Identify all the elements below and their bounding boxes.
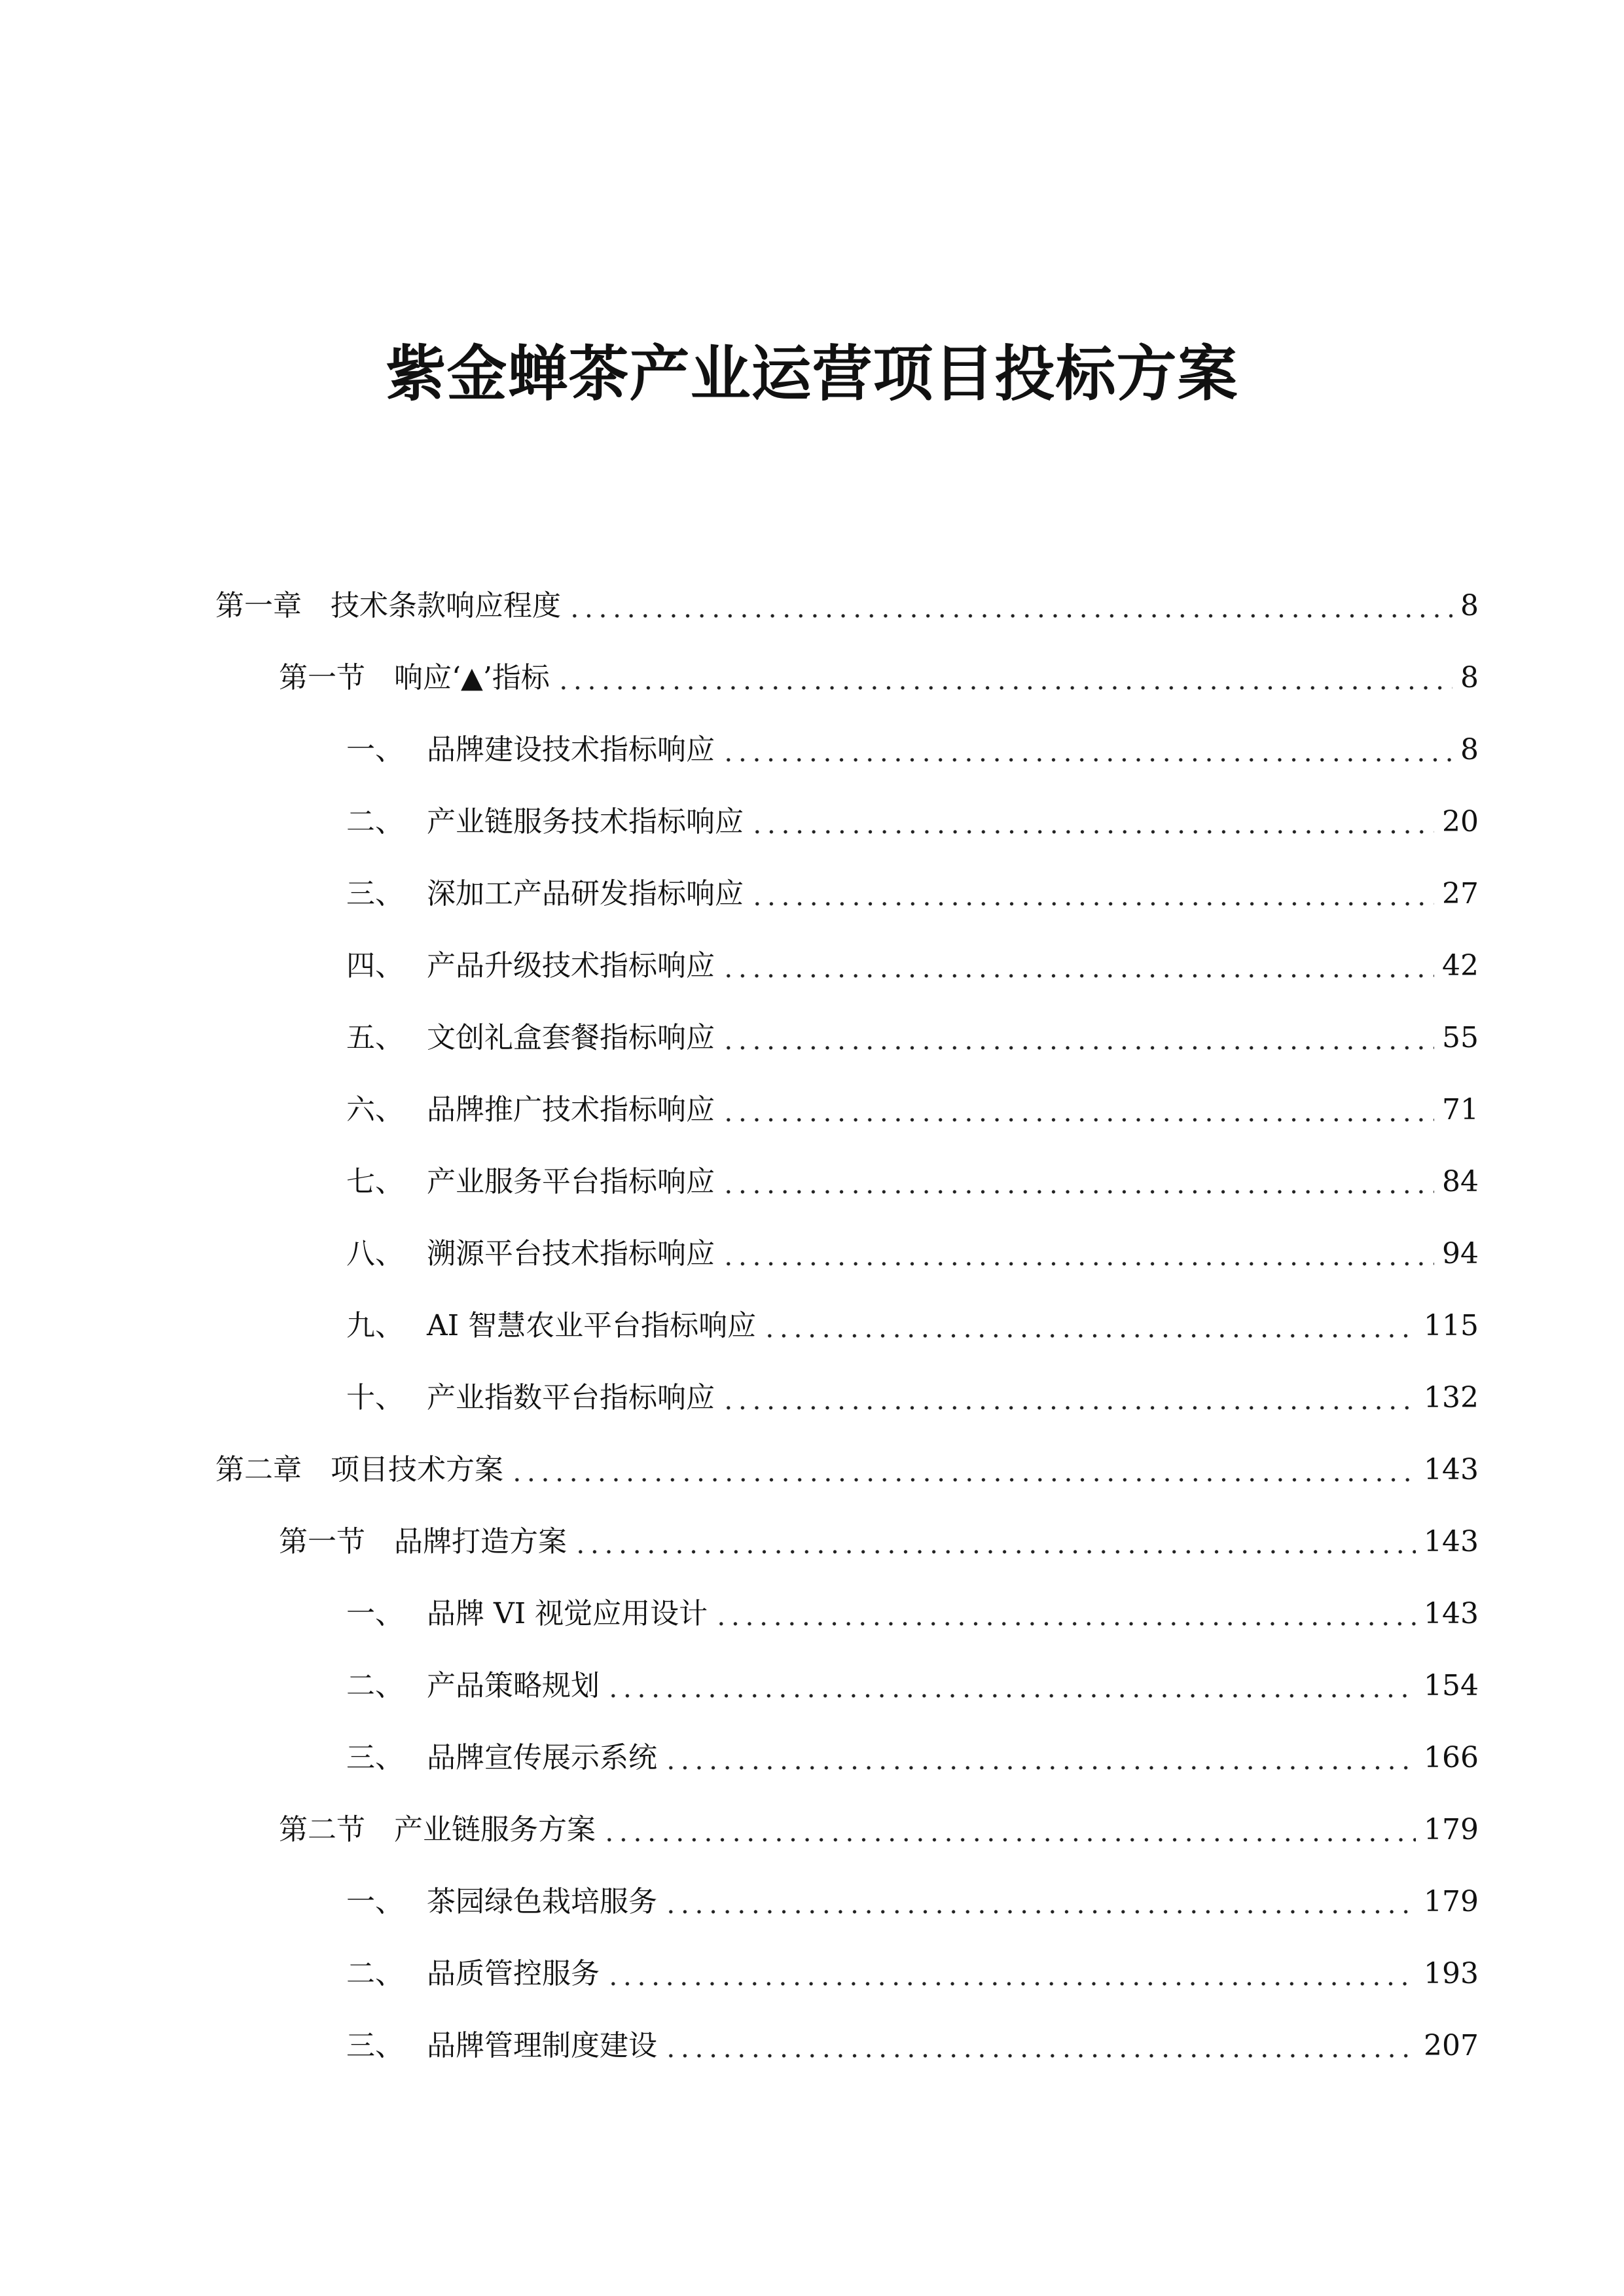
toc-entry bbox=[215, 930, 1479, 1002]
toc-entry bbox=[215, 1002, 1479, 1074]
toc-entry bbox=[215, 1362, 1479, 1434]
toc-entry-page: 20 bbox=[1442, 805, 1479, 838]
toc-entry-page: 8 bbox=[1460, 661, 1479, 694]
toc-entry bbox=[215, 2010, 1479, 2082]
toc-entry-number: 第一章 bbox=[215, 589, 302, 622]
toc-entry-page: 27 bbox=[1442, 877, 1479, 910]
toc-entry-page: 8 bbox=[1460, 733, 1479, 766]
toc-entry-page: 71 bbox=[1442, 1093, 1479, 1126]
toc-entry-number: 六、 bbox=[346, 1093, 404, 1126]
toc-leader bbox=[714, 1600, 1416, 1628]
toc-entry-number: 三、 bbox=[346, 877, 404, 910]
toc-entry bbox=[215, 858, 1479, 930]
toc-entry-page: 179 bbox=[1424, 1813, 1479, 1846]
toc-entry-page: 115 bbox=[1424, 1309, 1479, 1342]
toc-leader bbox=[721, 1384, 1416, 1412]
toc-entry-title: 品牌建设技术指标响应 bbox=[427, 733, 715, 766]
toc-entry-page: 154 bbox=[1424, 1669, 1479, 1702]
table-of-contents bbox=[215, 570, 1479, 2082]
toc-leader bbox=[510, 1456, 1416, 1484]
toc-leader bbox=[664, 1744, 1416, 1772]
toc-entry-number: 三、 bbox=[346, 2029, 404, 2062]
toc-entry-title: 文创礼盒套餐指标响应 bbox=[427, 1021, 715, 1054]
toc-entry-number: 二、 bbox=[346, 805, 404, 838]
toc-entry-title: 品牌 VI 视觉应用设计 bbox=[427, 1597, 708, 1630]
toc-entry-title: 溯源平台技术指标响应 bbox=[427, 1237, 715, 1270]
toc-entry-title: 品牌推广技术指标响应 bbox=[427, 1093, 715, 1126]
toc-entry-title: 茶园绿色栽培服务 bbox=[427, 1885, 657, 1918]
toc-leader bbox=[750, 880, 1434, 908]
toc-leader bbox=[568, 592, 1453, 620]
toc-leader bbox=[606, 1672, 1416, 1700]
toc-entry-title: 品牌宣传展示系统 bbox=[427, 1741, 657, 1774]
toc-entry-page: 132 bbox=[1424, 1381, 1479, 1414]
toc-entry-page: 8 bbox=[1460, 589, 1479, 622]
toc-entry-page: 42 bbox=[1442, 949, 1479, 982]
toc-entry-page: 207 bbox=[1424, 2029, 1479, 2062]
toc-entry-title: 产业链服务方案 bbox=[394, 1813, 596, 1846]
toc-leader bbox=[602, 1816, 1416, 1844]
toc-leader bbox=[763, 1312, 1416, 1340]
toc-entry-number: 十、 bbox=[346, 1381, 404, 1414]
toc-entry-page: 179 bbox=[1424, 1885, 1479, 1918]
toc-entry-title: 响应‘▲’指标 bbox=[394, 661, 550, 694]
toc-entry-title: 品牌打造方案 bbox=[394, 1525, 567, 1558]
toc-entry-title: 项目技术方案 bbox=[331, 1453, 503, 1486]
toc-entry-number: 四、 bbox=[346, 949, 404, 982]
toc-entry-title: 产业服务平台指标响应 bbox=[427, 1165, 715, 1198]
toc-entry-title: 产品策略规划 bbox=[427, 1669, 600, 1702]
toc-entry bbox=[215, 786, 1479, 858]
toc-entry-title: 深加工产品研发指标响应 bbox=[427, 877, 744, 910]
toc-leader bbox=[721, 1240, 1434, 1268]
toc-leader bbox=[721, 1024, 1434, 1052]
toc-leader bbox=[721, 952, 1434, 980]
toc-entry-number: 八、 bbox=[346, 1237, 404, 1270]
toc-entry bbox=[215, 1794, 1479, 1866]
toc-entry-title: 技术条款响应程度 bbox=[331, 589, 561, 622]
toc-entry-title: 产品升级技术指标响应 bbox=[427, 949, 715, 982]
toc-leader bbox=[750, 808, 1434, 836]
toc-entry bbox=[215, 1146, 1479, 1218]
toc-entry-number: 一、 bbox=[346, 1597, 404, 1630]
toc-leader bbox=[721, 1168, 1434, 1196]
toc-entry-page: 193 bbox=[1424, 1957, 1479, 1990]
toc-entry-number: 第二章 bbox=[215, 1453, 302, 1486]
toc-entry-number: 五、 bbox=[346, 1021, 404, 1054]
toc-entry-number: 二、 bbox=[346, 1957, 404, 1990]
toc-leader bbox=[664, 2032, 1416, 2060]
toc-leader bbox=[664, 1888, 1416, 1916]
toc-entry-page: 94 bbox=[1442, 1237, 1479, 1270]
toc-entry-page: 143 bbox=[1424, 1597, 1479, 1630]
toc-entry-page: 143 bbox=[1424, 1453, 1479, 1486]
toc-entry-page: 166 bbox=[1424, 1741, 1479, 1774]
toc-entry-title: 产业链服务技术指标响应 bbox=[427, 805, 744, 838]
toc-entry bbox=[215, 714, 1479, 786]
toc-entry-title: 产业指数平台指标响应 bbox=[427, 1381, 715, 1414]
toc-entry bbox=[215, 642, 1479, 714]
toc-leader bbox=[556, 664, 1453, 692]
toc-entry bbox=[215, 1938, 1479, 2010]
toc-entry-title: 品牌管理制度建设 bbox=[427, 2029, 657, 2062]
toc-entry-page: 55 bbox=[1442, 1021, 1479, 1054]
toc-entry-number: 三、 bbox=[346, 1741, 404, 1774]
toc-entry-number: 七、 bbox=[346, 1165, 404, 1198]
toc-entry-number: 第一节 bbox=[279, 661, 365, 694]
document-title: 紫金蝉茶产业运营项目投标方案 bbox=[386, 338, 1238, 409]
toc-entry bbox=[215, 1506, 1479, 1578]
toc-leader bbox=[573, 1528, 1416, 1556]
toc-entry bbox=[215, 1578, 1479, 1650]
toc-entry-title: 品质管控服务 bbox=[427, 1957, 600, 1990]
toc-entry bbox=[215, 1290, 1479, 1362]
toc-leader bbox=[721, 1096, 1434, 1124]
toc-leader bbox=[606, 1960, 1416, 1988]
toc-entry-page: 84 bbox=[1442, 1165, 1479, 1198]
toc-entry-page: 143 bbox=[1424, 1525, 1479, 1558]
toc-entry bbox=[215, 1218, 1479, 1290]
toc-entry-number: 第一节 bbox=[279, 1525, 365, 1558]
toc-entry-number: 九、 bbox=[346, 1309, 404, 1342]
toc-entry bbox=[215, 570, 1479, 642]
toc-entry bbox=[215, 1074, 1479, 1146]
toc-entry bbox=[215, 1866, 1479, 1938]
toc-entry bbox=[215, 1650, 1479, 1722]
toc-entry-number: 二、 bbox=[346, 1669, 404, 1702]
toc-entry-number: 一、 bbox=[346, 733, 404, 766]
toc-entry bbox=[215, 1722, 1479, 1794]
toc-entry-title: AI 智慧农业平台指标响应 bbox=[427, 1309, 757, 1342]
toc-entry-number: 第二节 bbox=[279, 1813, 365, 1846]
toc-entry bbox=[215, 1434, 1479, 1506]
toc-leader bbox=[721, 736, 1453, 764]
toc-entry-number: 一、 bbox=[346, 1885, 404, 1918]
